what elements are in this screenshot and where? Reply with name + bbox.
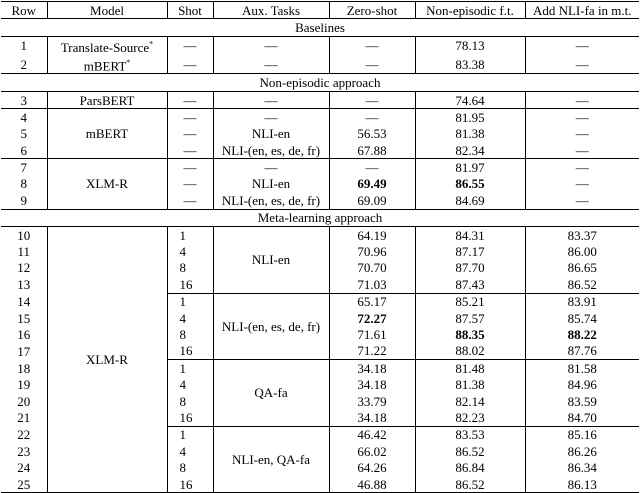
cell-shot: 4: [167, 376, 213, 392]
table-row: [1, 226, 639, 243]
cell-add-nli-fa: 81.58: [525, 360, 639, 377]
cell-zero-shot: 64.26: [329, 459, 415, 475]
cell-zero-shot: —: [329, 109, 415, 126]
cell-row: 21: [17, 410, 31, 426]
header-row-label: Row: [11, 2, 37, 18]
cell-shot: —: [167, 55, 213, 74]
cell-non-episodic: 86.52: [415, 443, 525, 459]
cell-zero-shot: 67.88: [329, 142, 415, 159]
cell-aux-group: QA-fa: [213, 360, 329, 427]
section-meta-learning: Meta-learning approach: [257, 210, 383, 226]
cell-zero-shot: 71.03: [329, 276, 415, 293]
cell-row: 1: [20, 38, 27, 54]
cell-row: 10: [17, 227, 31, 243]
cell-shot: 16: [167, 276, 213, 293]
cell-row: 14: [17, 293, 31, 309]
header-non-episodic: Non-episodic f.t.: [415, 2, 525, 19]
cell-zero-shot: 65.17: [329, 293, 415, 310]
cell-shot: —: [167, 36, 213, 55]
cell-add-nli-fa: 84.96: [525, 376, 639, 392]
best-zero-shot-meta: 72.27: [357, 310, 387, 326]
cell-non-episodic: 87.43: [415, 276, 525, 293]
cell-row: 18: [17, 360, 31, 376]
cell-row: 2: [20, 56, 27, 72]
cell-row: 3: [20, 92, 27, 108]
cell-shot: 8: [167, 260, 213, 276]
cell-zero-shot: —: [329, 91, 415, 108]
header-add-nli-fa: Add NLI-fa in m.t.: [525, 2, 639, 19]
section-row: [1, 209, 639, 226]
cell-zero-shot: —: [329, 159, 415, 176]
cell-zero-shot: 69.09: [329, 192, 415, 209]
cell-non-episodic: 84.31: [415, 226, 525, 243]
cell-non-episodic: 88.02: [415, 343, 525, 360]
results-table: [1, 1, 639, 493]
cell-model: ParsBERT: [47, 91, 167, 108]
cell-non-episodic: 81.48: [415, 360, 525, 377]
cell-add-nli-fa: —: [525, 36, 639, 55]
cell-row: 16: [17, 326, 31, 342]
cell-non-episodic: 82.34: [415, 142, 525, 159]
cell-shot: 16: [167, 409, 213, 426]
cell-shot: 8: [167, 393, 213, 409]
cell-zero-shot: 34.18: [329, 409, 415, 426]
cell-aux: NLI-(en, es, de, fr): [213, 192, 329, 209]
cell-shot: 1: [167, 226, 213, 243]
header-zero-shot: Zero-shot: [329, 2, 415, 19]
section-row: [1, 74, 639, 91]
cell-shot: —: [167, 176, 213, 192]
cell-add-nli-fa: —: [525, 55, 639, 74]
cell-add-nli-fa: —: [525, 91, 639, 108]
cell-aux: —: [213, 159, 329, 176]
cell-row: 20: [17, 393, 31, 409]
best-non-episodic-nonepisodic: 86.55: [455, 176, 485, 192]
cell-non-episodic: 85.21: [415, 293, 525, 310]
cell-add-nli-fa: 85.74: [525, 310, 639, 326]
cell-shot: —: [167, 109, 213, 126]
cell-non-episodic: 87.57: [415, 310, 525, 326]
cell-add-nli-fa: 86.26: [525, 443, 639, 459]
footnote-marker: *: [149, 39, 154, 49]
section-baselines: Baselines: [295, 20, 345, 36]
cell-row: 24: [17, 460, 31, 476]
table-row: [1, 109, 639, 126]
cell-aux-group: NLI-en: [213, 226, 329, 293]
cell-aux: NLI-(en, es, de, fr): [213, 142, 329, 159]
cell-zero-shot: 33.79: [329, 393, 415, 409]
header-aux-tasks: Aux. Tasks: [213, 2, 329, 19]
cell-zero-shot: 46.88: [329, 476, 415, 493]
cell-add-nli-fa: —: [525, 159, 639, 176]
cell-shot: 4: [167, 310, 213, 326]
cell-non-episodic: 82.23: [415, 409, 525, 426]
table-row: [1, 36, 639, 55]
cell-non-episodic: 86.52: [415, 476, 525, 493]
cell-row: 8: [20, 176, 27, 192]
best-non-episodic-meta: 88.35: [455, 326, 485, 342]
cell-zero-shot: 64.19: [329, 226, 415, 243]
cell-add-nli-fa: —: [525, 176, 639, 192]
header-model: Model: [47, 2, 167, 19]
cell-zero-shot: —: [329, 55, 415, 74]
cell-zero-shot: [329, 176, 415, 192]
cell-add-nli-fa: 84.70: [525, 409, 639, 426]
cell-shot: —: [167, 126, 213, 142]
cell-zero-shot: 34.18: [329, 360, 415, 377]
cell-shot: 4: [167, 243, 213, 259]
table-row: [1, 55, 639, 74]
cell-zero-shot: 70.96: [329, 243, 415, 259]
cell-zero-shot: 46.42: [329, 426, 415, 443]
cell-shot: —: [167, 159, 213, 176]
cell-non-episodic: 87.70: [415, 260, 525, 276]
cell-shot: 1: [167, 360, 213, 377]
cell-non-episodic: 81.38: [415, 376, 525, 392]
cell-non-episodic: 81.97: [415, 159, 525, 176]
cell-shot: 1: [167, 293, 213, 310]
cell-shot: 16: [167, 476, 213, 493]
cell-model-mbert: mBERT: [47, 109, 167, 159]
cell-aux: —: [213, 91, 329, 108]
cell-shot: —: [167, 142, 213, 159]
cell-zero-shot: 71.22: [329, 343, 415, 360]
cell-zero-shot: 56.53: [329, 126, 415, 142]
cell-add-nli-fa: 86.65: [525, 260, 639, 276]
cell-row: 19: [17, 377, 31, 393]
cell-row: 11: [17, 244, 31, 260]
cell-model: [47, 36, 167, 55]
cell-non-episodic: 83.53: [415, 426, 525, 443]
cell-add-nli-fa: 86.13: [525, 476, 639, 493]
cell-add-nli-fa: —: [525, 192, 639, 209]
cell-row: 22: [17, 427, 31, 443]
cell-row: 17: [17, 343, 31, 359]
cell-row: 25: [17, 476, 31, 492]
section-row: [1, 19, 639, 36]
cell-non-episodic: 86.84: [415, 459, 525, 475]
cell-aux: NLI-en: [213, 126, 329, 142]
cell-aux: —: [213, 36, 329, 55]
cell-add-nli-fa: —: [525, 142, 639, 159]
cell-non-episodic: 78.13: [415, 36, 525, 55]
cell-row: 4: [20, 109, 27, 125]
cell-add-nli-fa: 83.37: [525, 226, 639, 243]
cell-aux-group: NLI-(en, es, de, fr): [213, 293, 329, 360]
cell-shot: 8: [167, 459, 213, 475]
cell-row: 23: [17, 443, 31, 459]
cell-non-episodic: 87.17: [415, 243, 525, 259]
cell-row: 9: [20, 192, 27, 208]
header-shot: Shot: [167, 2, 213, 19]
cell-add-nli-fa: 83.59: [525, 393, 639, 409]
cell-add-nli-fa: 83.91: [525, 293, 639, 310]
cell-non-episodic: [415, 326, 525, 342]
cell-non-episodic: 84.69: [415, 192, 525, 209]
cell-add-nli-fa: 86.52: [525, 276, 639, 293]
cell-aux: NLI-en: [213, 176, 329, 192]
table-row: [1, 159, 639, 176]
cell-add-nli-fa: 85.16: [525, 426, 639, 443]
cell-add-nli-fa: 86.34: [525, 459, 639, 475]
cell-model-xlmr: XLM-R: [47, 159, 167, 209]
header-row: [1, 2, 639, 19]
cell-non-episodic: [415, 176, 525, 192]
table-row: [1, 91, 639, 108]
cell-row: 7: [20, 160, 27, 176]
cell-aux: —: [213, 55, 329, 74]
cell-model-xlmr-meta: XLM-R: [47, 226, 167, 492]
cell-non-episodic: 82.14: [415, 393, 525, 409]
cell-model: mBERT*: [47, 55, 167, 74]
best-add-nli-fa-meta: 88.22: [567, 326, 597, 342]
cell-row: 12: [17, 260, 31, 276]
cell-add-nli-fa: 87.76: [525, 343, 639, 360]
cell-shot: —: [167, 192, 213, 209]
cell-shot: —: [167, 91, 213, 108]
cell-add-nli-fa: —: [525, 109, 639, 126]
cell-non-episodic: 81.38: [415, 126, 525, 142]
cell-zero-shot: 66.02: [329, 443, 415, 459]
cell-row: 5: [20, 126, 27, 142]
cell-aux-group: NLI-en, QA-fa: [213, 426, 329, 493]
cell-add-nli-fa: —: [525, 126, 639, 142]
cell-aux: —: [213, 109, 329, 126]
cell-row: 13: [17, 277, 31, 293]
cell-zero-shot: —: [329, 36, 415, 55]
cell-row: 15: [17, 310, 31, 326]
cell-non-episodic: 81.95: [415, 109, 525, 126]
footnote-marker: *: [126, 58, 131, 68]
cell-row: 6: [20, 142, 27, 158]
cell-non-episodic: 74.64: [415, 91, 525, 108]
cell-zero-shot: [329, 310, 415, 326]
cell-zero-shot: 70.70: [329, 260, 415, 276]
cell-add-nli-fa: 86.00: [525, 243, 639, 259]
model-translate-source: Translate-Source*: [60, 39, 154, 56]
cell-add-nli-fa: [525, 326, 639, 342]
cell-zero-shot: 34.18: [329, 376, 415, 392]
cell-shot: 4: [167, 443, 213, 459]
cell-shot: 8: [167, 326, 213, 342]
cell-non-episodic: 83.38: [415, 55, 525, 74]
section-non-episodic: Non-episodic approach: [259, 75, 381, 91]
cell-shot: 1: [167, 426, 213, 443]
best-zero-shot-nonepisodic: 69.49: [357, 176, 387, 192]
cell-zero-shot: 71.61: [329, 326, 415, 342]
cell-shot: 16: [167, 343, 213, 360]
